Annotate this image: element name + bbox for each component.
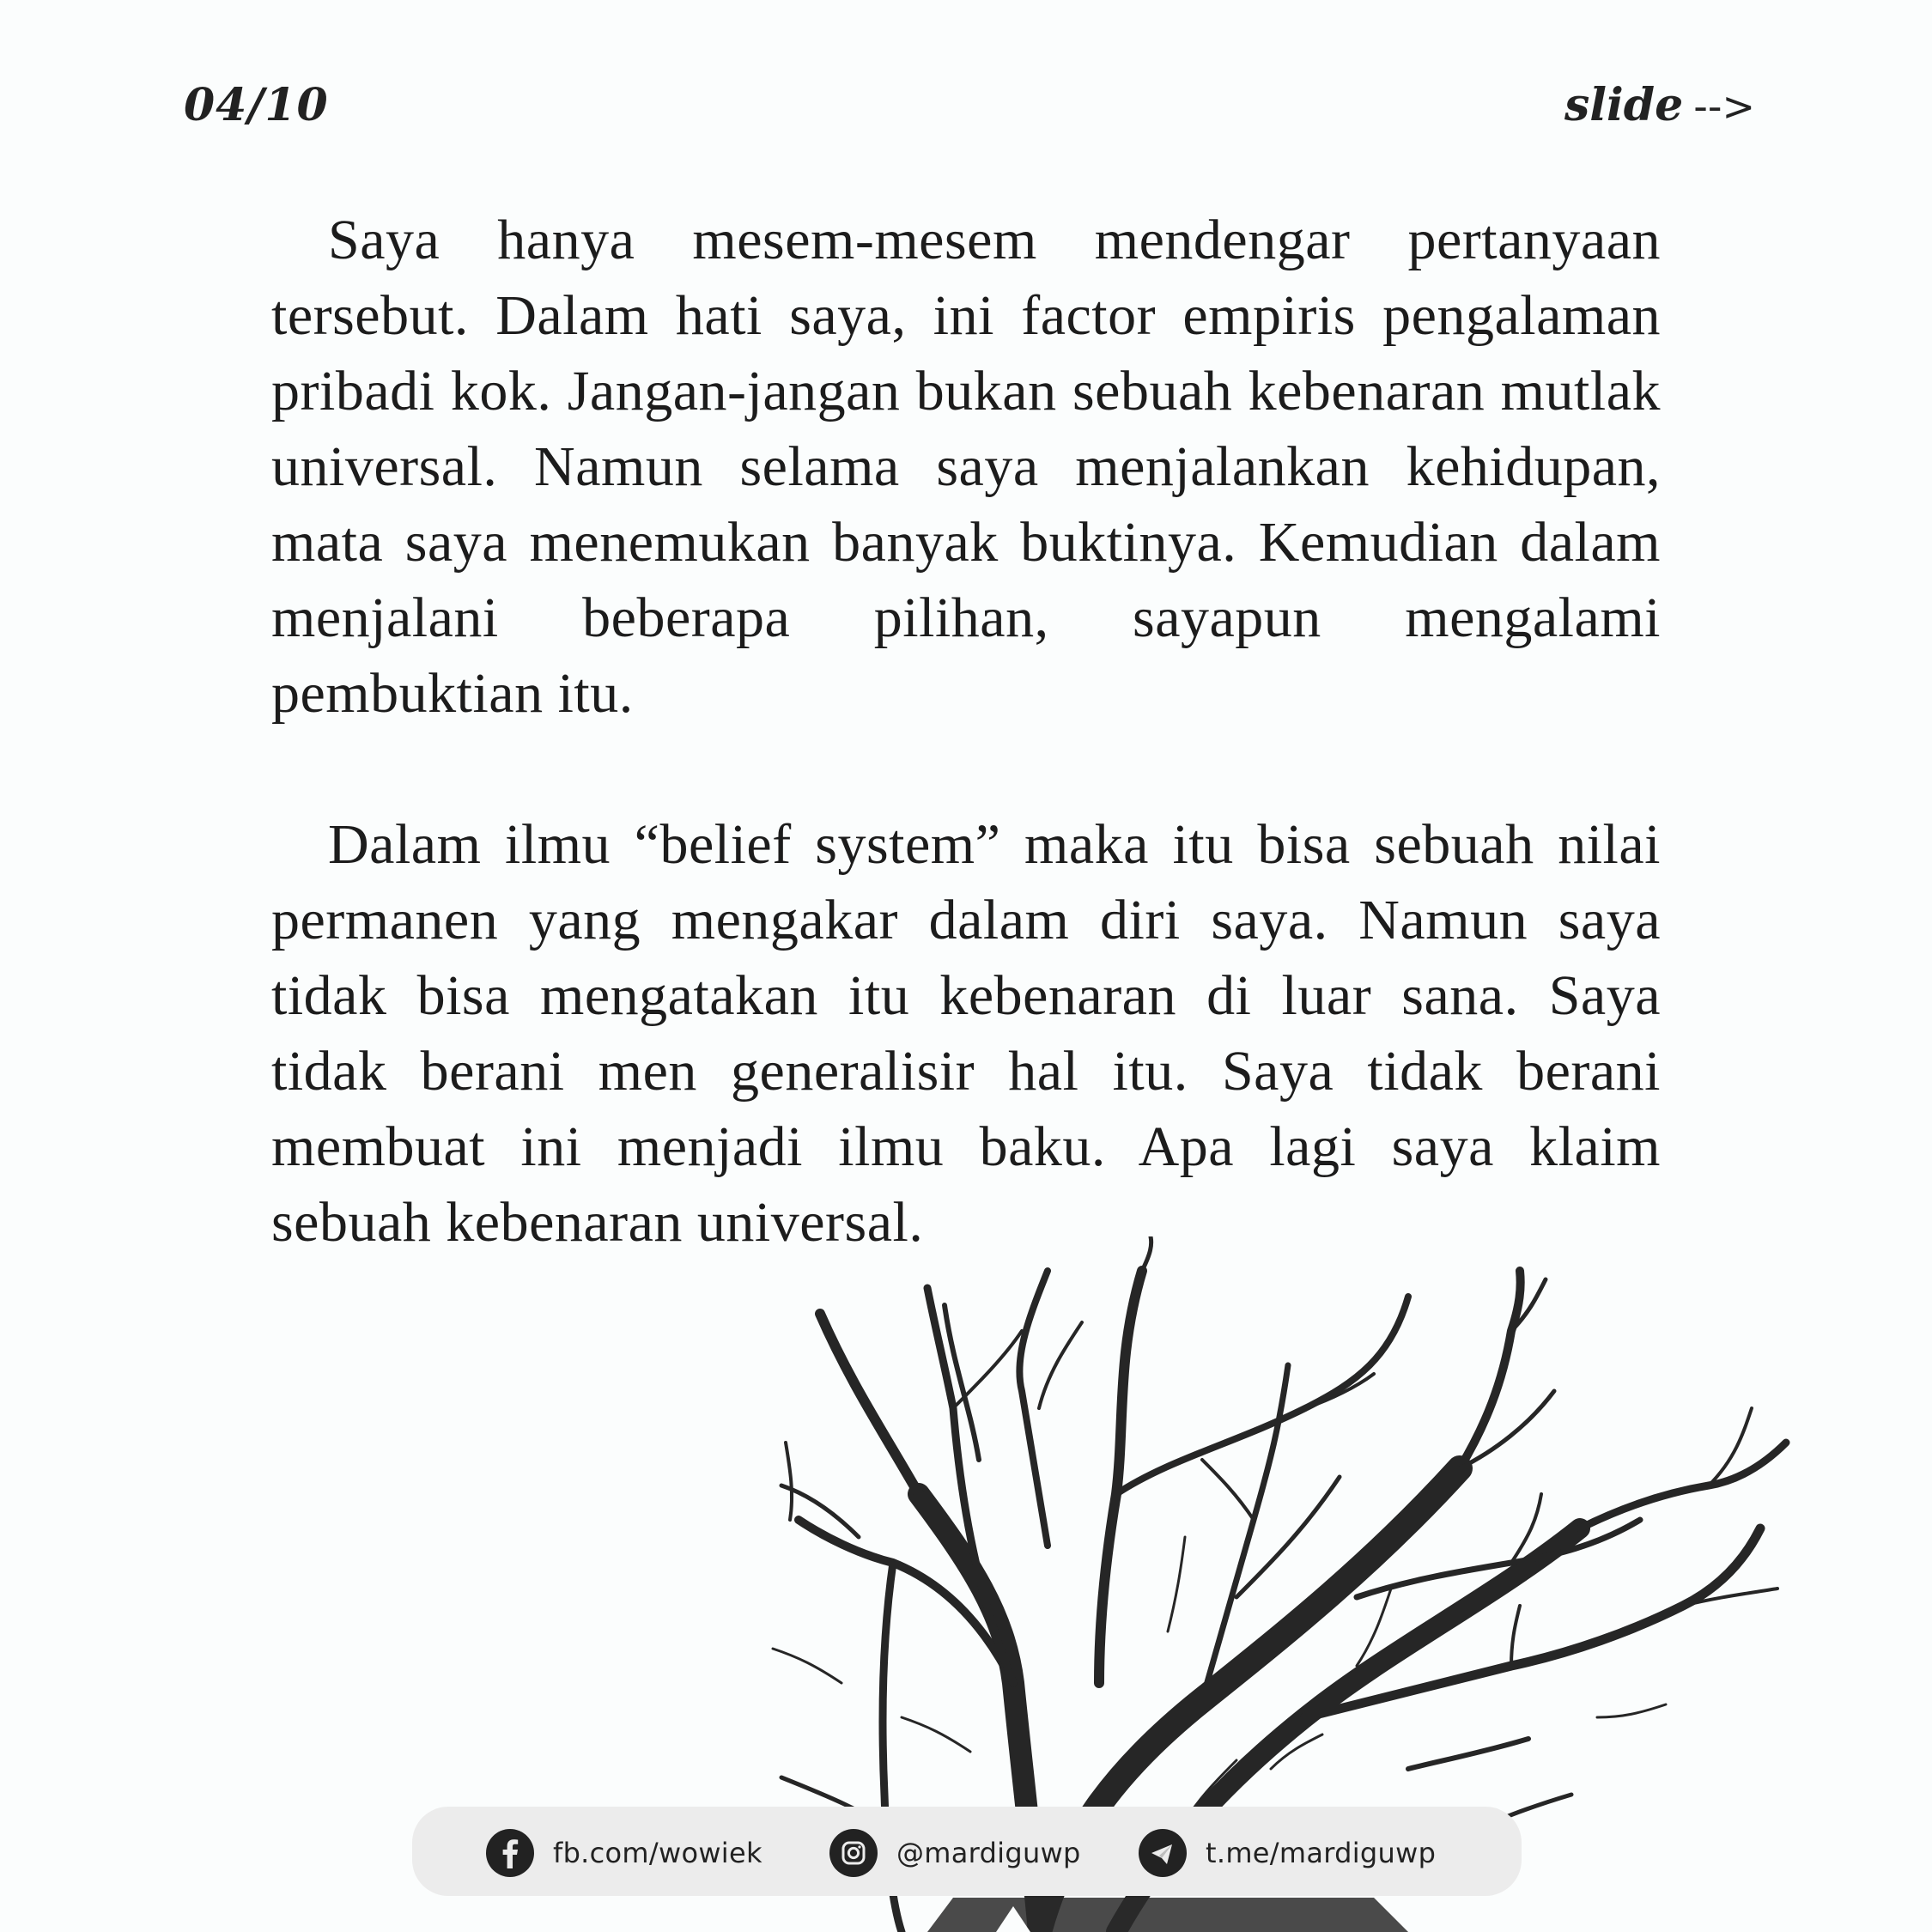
telegram-label: t.me/mardiguwp: [1206, 1837, 1437, 1869]
social-link-facebook[interactable]: [486, 1829, 762, 1877]
page-counter: 04/10: [184, 79, 329, 131]
social-footer: [412, 1807, 1522, 1896]
instagram-label: @mardiguwp: [896, 1837, 1081, 1869]
slide-hint-word: slide: [1564, 79, 1684, 131]
slide-arrow-icon: -->: [1693, 83, 1755, 130]
slide-hint: [1564, 79, 1755, 131]
article-body: [271, 203, 1661, 1261]
telegram-icon: [1139, 1829, 1187, 1877]
paragraph-2: Dalam ilmu “belief system” maka itu bisa sebuah nilai permanen yang mengakar dalam diri saya. Namun saya tidak bisa mengatakan itu kebenaran di luar sana. Saya tidak berani men generalisir hal itu. Saya tidak berani membuat ini menjadi ilmu baku. Apa lagi saya klaim sebuah kebenaran universal.: [271, 813, 1661, 1254]
social-link-telegram[interactable]: [1139, 1829, 1436, 1877]
facebook-label: fb.com/wowiek: [553, 1837, 762, 1869]
instagram-icon: [829, 1829, 878, 1877]
facebook-icon: [486, 1829, 534, 1877]
paragraph-1: Saya hanya mesem-mesem mendengar pertanyaan tersebut. Dalam hati saya, ini factor empiris pengalaman pribadi kok. Jangan-jangan bukan sebuah kebenaran mutlak universal. Namun selama saya menjalankan kehidupan, mata saya menemukan banyak buktinya. Kemudian dalam menjalani beberapa pilihan, sayapun mengalami pembuktian itu.: [271, 209, 1661, 725]
social-link-instagram[interactable]: [829, 1829, 1081, 1877]
